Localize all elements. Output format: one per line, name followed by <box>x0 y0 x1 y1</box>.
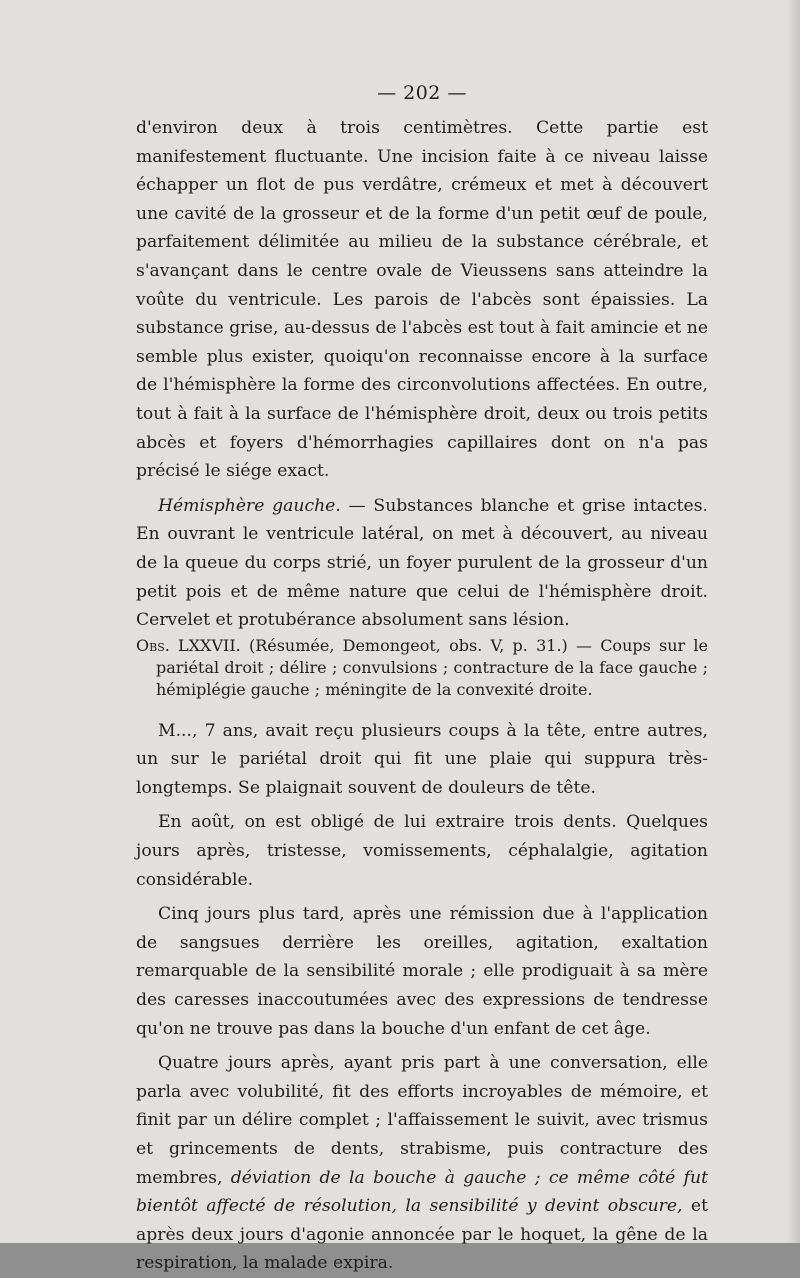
observation-label: Obs. LXXVII. <box>136 635 241 655</box>
paragraph-four-days <box>136 1049 708 1278</box>
left-hemisphere-text: — Substances blanche et grise intactes. En ouvrant le ventricule latéral, on met à découvert, au niveau de la queue du corps strié, un foyer purulent de la grosseur d'un petit pois et de même nature que celui de l'hémisphère droit. Cervelet et protubérance absolument sans lésion. <box>136 495 708 631</box>
paragraph-case-intro: M..., 7 ans, avait reçu plusieurs coups à la tête, entre autres, un sur le pariétal droit qui fit une plaie qui suppura très-longtemps. Se plaignait souvent de douleurs de tête. <box>136 720 708 798</box>
text-column <box>136 82 708 1278</box>
four-days-italic: déviation de la bouche à gauche ; ce même côté fut bientôt affecté de résolution, la sensibilité y devint obscure, <box>136 1167 708 1217</box>
left-hemisphere-heading: Hémisphère gauche. <box>158 495 341 516</box>
four-days-text-end: et après deux jours d'agonie annoncée par le hoquet, la gêne de la respiration, la malade expira. <box>136 1196 709 1274</box>
paragraph-august: En août, on est obligé de lui extraire trois dents. Quelques jours après, tristesse, vomissements, céphalalgie, agitation considérable. <box>136 812 708 890</box>
paragraph-abscess-description: d'environ deux à trois centimètres. Cette partie est manifestement fluctuante. Une incision faite à ce niveau laisse échapper un flot de pus verdâtre, crémeux et met à découvert une cavité de la grosseur et de la forme d'un petit œuf de poule, parfaitement délimitée au milieu de la substance cérébrale, et s'avançant dans le centre ovale de Vieussens sans atteindre la voûte du ventricule. Les parois de l'abcès sont épaissies. La substance grise, au-dessus de l'abcès est tout à fait amincie et ne semble plus exister, quoiqu'on reconnaisse encore à la surface de l'hémisphère la forme des circonvolutions affectées. En outre, tout à fait à la surface de l'hémisphère droit, deux ou trois petits abcès et foyers d'hémorrhagies capillaires dont on n'a pas précisé le siége exact. <box>136 118 708 482</box>
paragraph-left-hemisphere <box>136 492 708 635</box>
page-edge-shadow <box>786 0 800 1243</box>
paragraph-five-days: Cinq jours plus tard, après une rémission due à l'application de sangsues derrière les oreilles, agitation, exaltation remarquable de la sensibilité morale ; elle prodiguait à sa mère des caresses inaccoutumées avec des expressions de tendresse qu'on ne trouve pas dans la bouche d'un enfant de cet âge. <box>136 904 708 1039</box>
observation-summary <box>136 635 708 701</box>
four-days-text-start: Quatre jours après, ayant pris part à une conversation, elle parla avec volubilité, fit des efforts incroyables de mémoire, et finit par un délire complet ; l'affaissement le suivit, avec trismus et grincements de dents, strabisme, puis contracture des membres, <box>136 1053 708 1188</box>
page-number: — 202 — <box>377 82 467 104</box>
observation-text: (Résumée, Demongeot, obs. V, p. 31.) — Coups sur le pariétal droit ; délire ; convulsions ; contracture de la face gauche ; hémiplégie gauche ; méningite de la convexité droite. <box>156 635 708 699</box>
